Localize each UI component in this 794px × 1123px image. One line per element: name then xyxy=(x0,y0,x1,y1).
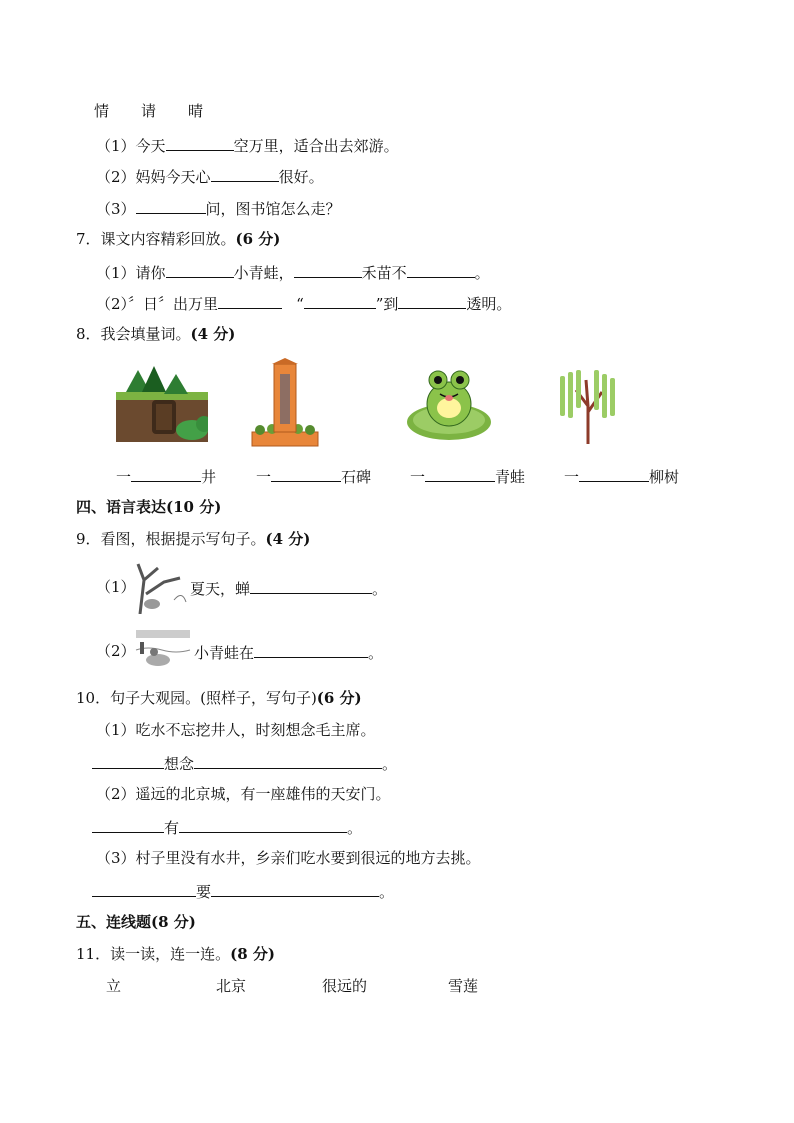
q9-heading xyxy=(76,529,310,549)
answer-blank[interactable] xyxy=(166,134,234,151)
item-number: （1） xyxy=(96,264,136,282)
q11-word-3[interactable]: 很远的 xyxy=(322,977,368,995)
text-part: 。 xyxy=(474,264,490,282)
q9-item-2-number: （2） xyxy=(96,642,136,660)
answer-blank[interactable] xyxy=(194,752,382,769)
text-part: 禾苗不 xyxy=(361,264,407,282)
q6-item-3 xyxy=(96,197,341,219)
answer-blank[interactable] xyxy=(271,465,341,482)
q10-answer-2 xyxy=(92,816,362,838)
q11-word-2[interactable]: 北京 xyxy=(216,977,247,995)
q8-score: (4 分) xyxy=(190,325,236,343)
end: 。 xyxy=(372,580,388,598)
answer-blank[interactable] xyxy=(166,261,234,278)
text-part: 〞日〞出万里 xyxy=(128,295,219,313)
q7-score: (6 分) xyxy=(235,230,281,248)
text-before: 妈妈今天心 xyxy=(135,168,211,186)
q7-heading xyxy=(76,229,280,249)
answer-blank[interactable] xyxy=(131,465,201,482)
answer-blank[interactable] xyxy=(407,261,475,278)
text-part: 请你 xyxy=(135,264,166,282)
q7-line-1 xyxy=(96,261,490,283)
word: 青蛙 xyxy=(495,468,526,486)
q10-score: (6 分) xyxy=(316,689,362,707)
answer-blank[interactable] xyxy=(294,261,362,278)
q10-answer-3 xyxy=(92,880,394,902)
q8-title: 8．我会填量词。 xyxy=(76,325,191,343)
stele-picture xyxy=(250,358,320,448)
answer-blank[interactable] xyxy=(579,465,649,482)
q9-item-2 xyxy=(194,641,383,663)
prefix: 一 xyxy=(564,468,580,486)
q11-word-1[interactable]: 立 xyxy=(106,977,122,995)
word: 柳树 xyxy=(649,468,680,486)
item-number: （1） xyxy=(96,137,136,155)
section-4-heading: 四、语言表达(10 分) xyxy=(76,498,222,516)
q9-score: (4 分) xyxy=(265,530,311,548)
item-number: （3） xyxy=(96,200,136,218)
cicada-tree-picture xyxy=(134,560,188,614)
text-after: 很好。 xyxy=(278,168,324,186)
q10-example-1: （1）吃水不忘挖井人，时刻想念毛主席。 xyxy=(96,721,376,739)
text-part: “ xyxy=(296,295,304,313)
q10-example-3: （3）村子里没有水井，乡亲们吃水要到很远的地方去挑。 xyxy=(96,849,481,867)
q8-item-2 xyxy=(256,465,371,487)
willow-picture xyxy=(556,366,620,446)
q8-item-4 xyxy=(564,465,679,487)
q11-score: (8 分) xyxy=(230,945,275,963)
answer-blank[interactable] xyxy=(304,292,376,309)
text-part: 小青蛙， xyxy=(233,264,294,282)
answer-blank[interactable] xyxy=(218,292,282,309)
item-number: （2） xyxy=(96,168,136,186)
end: 。 xyxy=(347,819,363,837)
word: 石碑 xyxy=(341,468,372,486)
q7-title: 7．课文内容精彩回放。 xyxy=(76,230,236,248)
prefix: 一 xyxy=(256,468,272,486)
text-part: ”到 xyxy=(375,295,399,313)
mid: 想念 xyxy=(164,755,195,773)
end: 。 xyxy=(379,883,395,901)
q8-item-3 xyxy=(410,465,525,487)
answer-blank[interactable] xyxy=(398,292,466,309)
q7-line-2 xyxy=(96,292,511,314)
q11-title: 11．读一读，连一连。 xyxy=(76,945,231,963)
answer-blank[interactable] xyxy=(425,465,495,482)
answer-blank[interactable] xyxy=(211,165,279,182)
answer-blank[interactable] xyxy=(250,577,372,594)
q6-choice-1: 情 xyxy=(94,102,110,120)
prefix: 一 xyxy=(116,468,132,486)
q10-title: 10．句子大观园。(照样子，写句子) xyxy=(76,689,317,707)
prefix: 一 xyxy=(410,468,426,486)
text-after: 空万里，适合出去郊游。 xyxy=(233,137,399,155)
q8-item-1 xyxy=(116,465,216,487)
end: 。 xyxy=(382,755,398,773)
frog-pond-picture xyxy=(134,628,192,670)
text-before: 今天 xyxy=(135,137,166,155)
mid: 有 xyxy=(164,819,180,837)
q8-heading xyxy=(76,324,235,344)
q11-heading xyxy=(76,944,275,964)
text: 夏天，蝉 xyxy=(190,580,251,598)
answer-blank[interactable] xyxy=(179,816,347,833)
answer-blank[interactable] xyxy=(211,880,379,897)
q6-choice-3: 晴 xyxy=(188,102,204,120)
text-after: 问，图书馆怎么走？ xyxy=(205,200,341,218)
answer-blank[interactable] xyxy=(254,641,368,658)
q10-answer-1 xyxy=(92,752,397,774)
end: 。 xyxy=(368,644,384,662)
mid: 要 xyxy=(196,883,212,901)
answer-blank[interactable] xyxy=(92,752,164,769)
q6-choice-2: 请 xyxy=(141,102,157,120)
q9-item-1 xyxy=(190,577,387,599)
q9-item-1-number: （1） xyxy=(96,578,136,596)
word: 井 xyxy=(201,468,217,486)
well-picture xyxy=(116,364,208,444)
q6-item-1 xyxy=(96,134,399,156)
text: 小青蛙在 xyxy=(194,644,255,662)
text-part: 透明。 xyxy=(466,295,512,313)
q6-item-2 xyxy=(96,165,324,187)
frog-picture xyxy=(406,364,492,442)
answer-blank[interactable] xyxy=(92,880,196,897)
section-5-heading: 五、连线题(8 分) xyxy=(76,913,196,931)
q11-word-4[interactable]: 雪莲 xyxy=(448,977,479,995)
answer-blank[interactable] xyxy=(136,197,206,214)
q9-title: 9．看图，根据提示写句子。 xyxy=(76,530,266,548)
q10-heading xyxy=(76,688,362,708)
q10-example-2: （2）遥远的北京城，有一座雄伟的天安门。 xyxy=(96,785,391,803)
answer-blank[interactable] xyxy=(92,816,164,833)
item-number: （2） xyxy=(96,295,129,313)
